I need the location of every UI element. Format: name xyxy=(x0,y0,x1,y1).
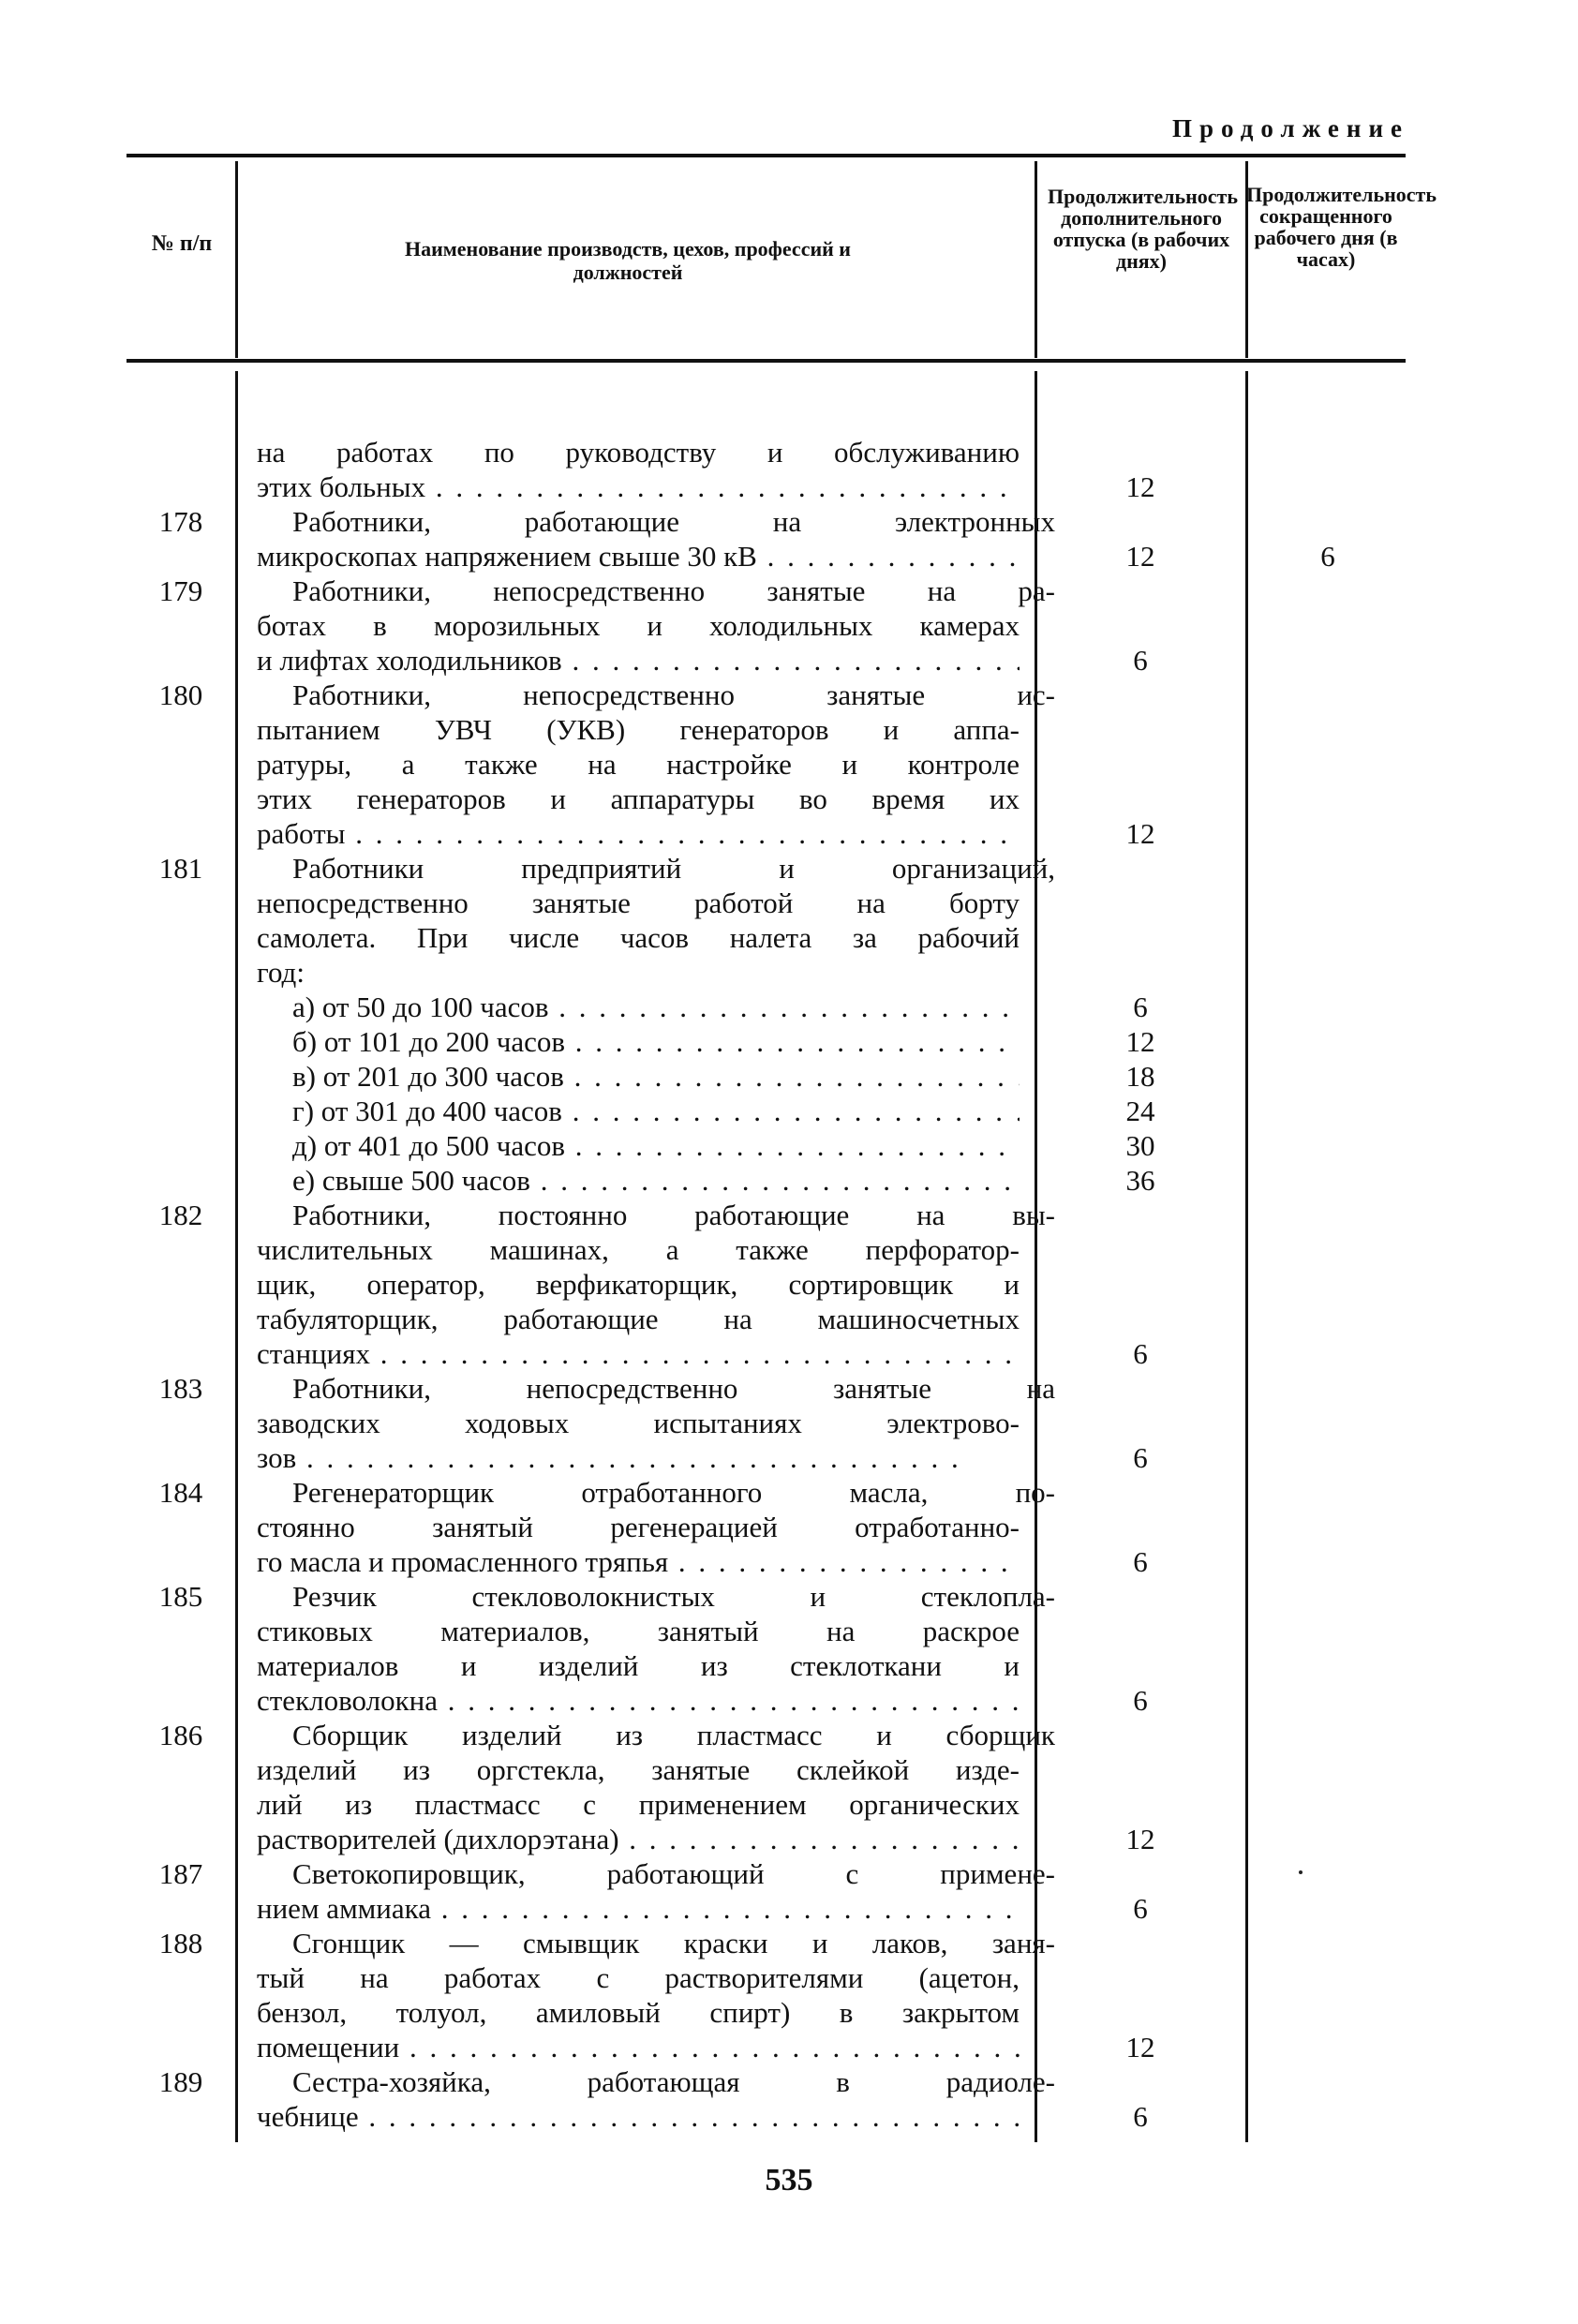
entry-text-line: и лифтах холодильников . . . xyxy=(257,643,1020,678)
row-number: 186 xyxy=(158,1719,203,1751)
entry-text-line: материалов и изделий из стеклоткани и xyxy=(257,1649,1020,1682)
row-number: 181 xyxy=(158,852,203,885)
entry-text-line: этих генераторов и аппаратуры во время их xyxy=(257,782,1020,815)
entry-text-line: на работах по руководству и обслуживанию xyxy=(257,436,1020,469)
row-number: 178 xyxy=(158,505,203,538)
vacation-days-value: 12 xyxy=(1125,817,1155,850)
continuation-label: Продолжение xyxy=(1172,114,1409,142)
header-col-name: Наименование производств, цехов, профессий и должностей xyxy=(405,237,851,284)
header-col-vacation: Продолжительность дополнительного отпуска (в рабочих днях) xyxy=(1048,185,1238,273)
entry-text-line: Регенераторщик отработанного масла, по- xyxy=(292,1476,1055,1509)
entry-text-line: Работники, непосредственно занятые ис- xyxy=(292,678,1055,711)
row-number: 184 xyxy=(158,1476,203,1509)
row-number: 180 xyxy=(158,678,203,711)
header-bottom-rule xyxy=(127,359,1406,363)
column-divider-3-body xyxy=(1245,371,1248,2142)
entry-text-line: самолета. При числе часов налета за рабочий xyxy=(257,921,1020,954)
vacation-days-value: 30 xyxy=(1125,1129,1155,1162)
sub-item-text: а) от 50 до 100 часов . . . xyxy=(292,990,1020,1024)
sub-item-text: г) от 301 до 400 часов . . . xyxy=(292,1094,1020,1128)
vacation-days-value: 6 xyxy=(1133,991,1148,1023)
row-number: 179 xyxy=(158,574,203,607)
entry-text-line: тый на работах с растворителями (ацетон, xyxy=(257,1961,1020,1994)
row-number: 187 xyxy=(158,1857,203,1890)
entry-text-line: числительных машинах, а также перфоратор- xyxy=(257,1233,1020,1266)
vacation-days-value: 36 xyxy=(1125,1164,1155,1197)
column-divider-2 xyxy=(1035,161,1037,358)
vacation-days-value: 18 xyxy=(1125,1060,1155,1093)
entry-text-line: помещении . . . xyxy=(257,2030,1020,2064)
entry-text-line: чебнице . . . xyxy=(257,2099,1020,2134)
header-col-shortday: Продолжительность сокращенного рабочего дня (в часах) xyxy=(1246,183,1437,271)
entry-text-line: го масла и промасленного тряпья . . . xyxy=(257,1544,1020,1579)
entry-text-line: Светокопировщик, работающий с примене- xyxy=(292,1857,1055,1890)
vacation-days-value: 24 xyxy=(1125,1095,1155,1127)
entry-text-line: заводских ходовых испытаниях электрово- xyxy=(257,1407,1020,1439)
entry-text-line: стоянно занятый регенерацией отработанно- xyxy=(257,1511,1020,1543)
vacation-days-value: 6 xyxy=(1133,2100,1148,2133)
row-number: 185 xyxy=(158,1580,203,1613)
entry-text-line: работы . . . xyxy=(257,816,1020,851)
entry-text-line: Работники, работающие на электронных xyxy=(292,505,1055,538)
entry-text-line: бензол, толуол, амиловый спирт) в закрытом xyxy=(257,1996,1020,2029)
entry-text-line: ратуры, а также на настройке и контроле xyxy=(257,748,1020,781)
vacation-days-value: 6 xyxy=(1133,1545,1148,1578)
shortday-hours-value: 6 xyxy=(1320,540,1335,573)
entry-text-line: нием аммиака . . . xyxy=(257,1891,1020,1926)
column-divider-1 xyxy=(235,161,238,358)
row-number: 182 xyxy=(158,1199,203,1231)
entry-text-line: Работники предприятий и организаций, xyxy=(292,852,1055,885)
vacation-days-value: 6 xyxy=(1133,1892,1148,1925)
sub-item-text: в) от 201 до 300 часов . . . xyxy=(292,1059,1020,1094)
entry-text-line: Работники, постоянно работающие на вы- xyxy=(292,1199,1055,1231)
vacation-days-value: 12 xyxy=(1125,2031,1155,2063)
entry-text-line: изделий из оргстекла, занятые склейкой изде- xyxy=(257,1753,1020,1786)
entry-text-line: Сестра-хозяйка, работающая в радиоле- xyxy=(292,2065,1055,2098)
sub-item-text: б) от 101 до 200 часов . . . xyxy=(292,1024,1020,1059)
entry-text-line: микроскопах напряжением свыше 30 кВ . . . xyxy=(257,539,1020,574)
entry-text-line: табуляторщик, работающие на машиносчетных xyxy=(257,1303,1020,1335)
entry-text-line: стекловолокна . . . xyxy=(257,1683,1020,1718)
row-number: 189 xyxy=(158,2065,203,2098)
entry-text-line: пытанием УВЧ (УКВ) генераторов и аппа- xyxy=(257,713,1020,746)
entry-text-line: Работники, непосредственно занятые на ра- xyxy=(292,574,1055,607)
entry-text-line: станциях . . . xyxy=(257,1336,1020,1371)
entry-text-line: щик, оператор, верфикаторщик, сортировщик и xyxy=(257,1268,1020,1301)
entry-text-line: лий из пластмасс с применением органических xyxy=(257,1788,1020,1821)
vacation-days-value: 6 xyxy=(1133,644,1148,677)
column-divider-1-body xyxy=(235,371,238,2142)
row-number: 188 xyxy=(158,1927,203,1959)
entry-text-line: растворителей (дихлорэтана) . . . xyxy=(257,1822,1020,1856)
entry-text-line: Сгонщик — смывщик краски и лаков, заня- xyxy=(292,1927,1055,1959)
vacation-days-value: 6 xyxy=(1133,1441,1148,1474)
page-number: 535 xyxy=(765,2163,813,2197)
entry-text-line: непосредственно занятые работой на борту xyxy=(257,886,1020,919)
entry-text-line: Резчик стекловолокнистых и стеклопла- xyxy=(292,1580,1055,1613)
table-top-rule xyxy=(127,154,1406,157)
entry-text-line: год: xyxy=(257,956,305,989)
vacation-days-value: 6 xyxy=(1133,1337,1148,1370)
vacation-days-value: 12 xyxy=(1125,1823,1155,1855)
entry-text-line: этих больных . . . xyxy=(257,469,1020,504)
row-number: 183 xyxy=(158,1372,203,1405)
vacation-days-value: 12 xyxy=(1125,540,1155,573)
entry-text-line: стиковых материалов, занятый на раскрое xyxy=(257,1615,1020,1647)
sub-item-text: е) свыше 500 часов . . . xyxy=(292,1163,1020,1198)
header-col-num: № п/п xyxy=(151,231,213,256)
vacation-days-value: 6 xyxy=(1133,1684,1148,1717)
vacation-days-value: 12 xyxy=(1125,470,1155,503)
vacation-days-value: 12 xyxy=(1125,1025,1155,1058)
entry-text-line: ботах в морозильных и холодильных камерах xyxy=(257,609,1020,642)
entry-text-line: Работники, непосредственно занятые на xyxy=(292,1372,1055,1405)
sub-item-text: д) от 401 до 500 часов . . . xyxy=(292,1128,1020,1163)
entry-text-line: Сборщик изделий из пластмасс и сборщик xyxy=(292,1719,1055,1751)
scan-speck xyxy=(1299,1870,1303,1874)
entry-text-line: зов . . . xyxy=(257,1440,1020,1475)
